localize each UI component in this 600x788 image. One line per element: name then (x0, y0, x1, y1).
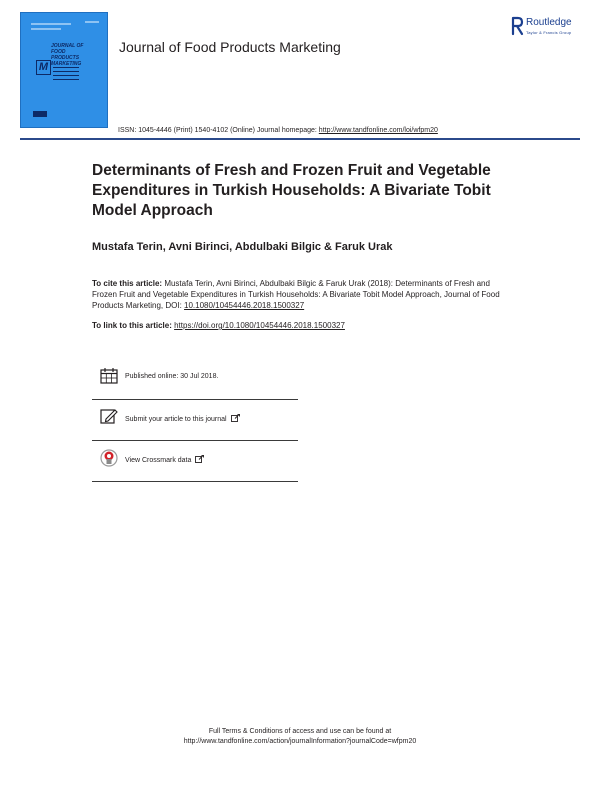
terms-text: Full Terms & Conditions of access and use can be found at (208, 728, 392, 735)
row-divider (92, 481, 298, 482)
cover-decoration (31, 23, 71, 25)
doi-link[interactable]: https://doi.org/10.1080/10454446.2018.1500327 (174, 321, 345, 330)
journal-title[interactable]: Journal of Food Products Marketing (119, 39, 341, 55)
cover-m-logo: M (36, 60, 51, 75)
published-date: Published online: 30 Jul 2018. (125, 373, 219, 380)
article-title[interactable]: Determinants of Fresh and Frozen Fruit and Vegetable Expenditures in Turkish Households: A Bivariate Tobit Model Approach (92, 162, 491, 219)
header-divider (20, 138, 580, 140)
submit-article-row[interactable] (92, 408, 298, 438)
link-to-article (92, 321, 345, 330)
issn-line (118, 127, 438, 134)
cover-journal-name: JOURNAL OF FOOD PRODUCTS MARKETING (51, 43, 84, 67)
terms-footer (0, 727, 600, 747)
external-link-icon (195, 455, 204, 463)
cover-decoration (31, 28, 61, 30)
issn-text: ISSN: 1045-4446 (Print) 1540-4102 (Online) Journal homepage: (118, 127, 319, 134)
row-divider (92, 440, 298, 441)
journal-cover-image (20, 12, 108, 128)
external-link-icon (231, 414, 240, 422)
publisher-group: Taylor & Francis Group (526, 30, 572, 35)
cite-label: To cite this article: (92, 279, 163, 288)
row-divider (92, 399, 298, 400)
submit-article-label: Submit your article to this journal (125, 416, 227, 423)
publisher-name: Routledge (526, 17, 572, 28)
journal-homepage-link[interactable]: http://www.tandfonline.com/loi/wfpm20 (318, 127, 438, 134)
routledge-logo (510, 16, 590, 40)
citation-block (92, 278, 512, 311)
crossmark-link[interactable] (125, 455, 204, 464)
crossmark-label: View Crossmark data (125, 457, 192, 464)
crossmark-row[interactable] (92, 449, 298, 479)
link-label: To link to this article: (92, 321, 175, 330)
published-online-row (92, 367, 298, 397)
routledge-r-icon (510, 16, 524, 36)
article-authors: Mustafa Terin, Avni Birinci, Abdulbaki Bilgic & Faruk Urak (92, 241, 393, 253)
cite-doi-link[interactable]: 10.1080/10454446.2018.1500327 (184, 301, 305, 310)
calendar-icon (100, 367, 118, 384)
cover-text-lines (53, 67, 79, 83)
edit-icon (100, 408, 118, 425)
cover-decoration (85, 21, 99, 23)
cover-publisher-mark (33, 111, 47, 117)
crossmark-icon (100, 449, 118, 467)
terms-url[interactable]: http://www.tandfonline.com/action/journalInformation?journalCode=wfpm20 (183, 738, 417, 745)
submit-article-link[interactable] (125, 414, 240, 423)
cite-text: Mustafa Terin, Avni Birinci, Abdulbaki Bilgic & Faruk Urak (2018): Determinants of Fresh and Frozen Fruit and Vegetable Expenditures in Turkish Households: A Bivariate Tobit Model Approach, Journal of Food Products Marketing, DOI: (92, 279, 500, 310)
